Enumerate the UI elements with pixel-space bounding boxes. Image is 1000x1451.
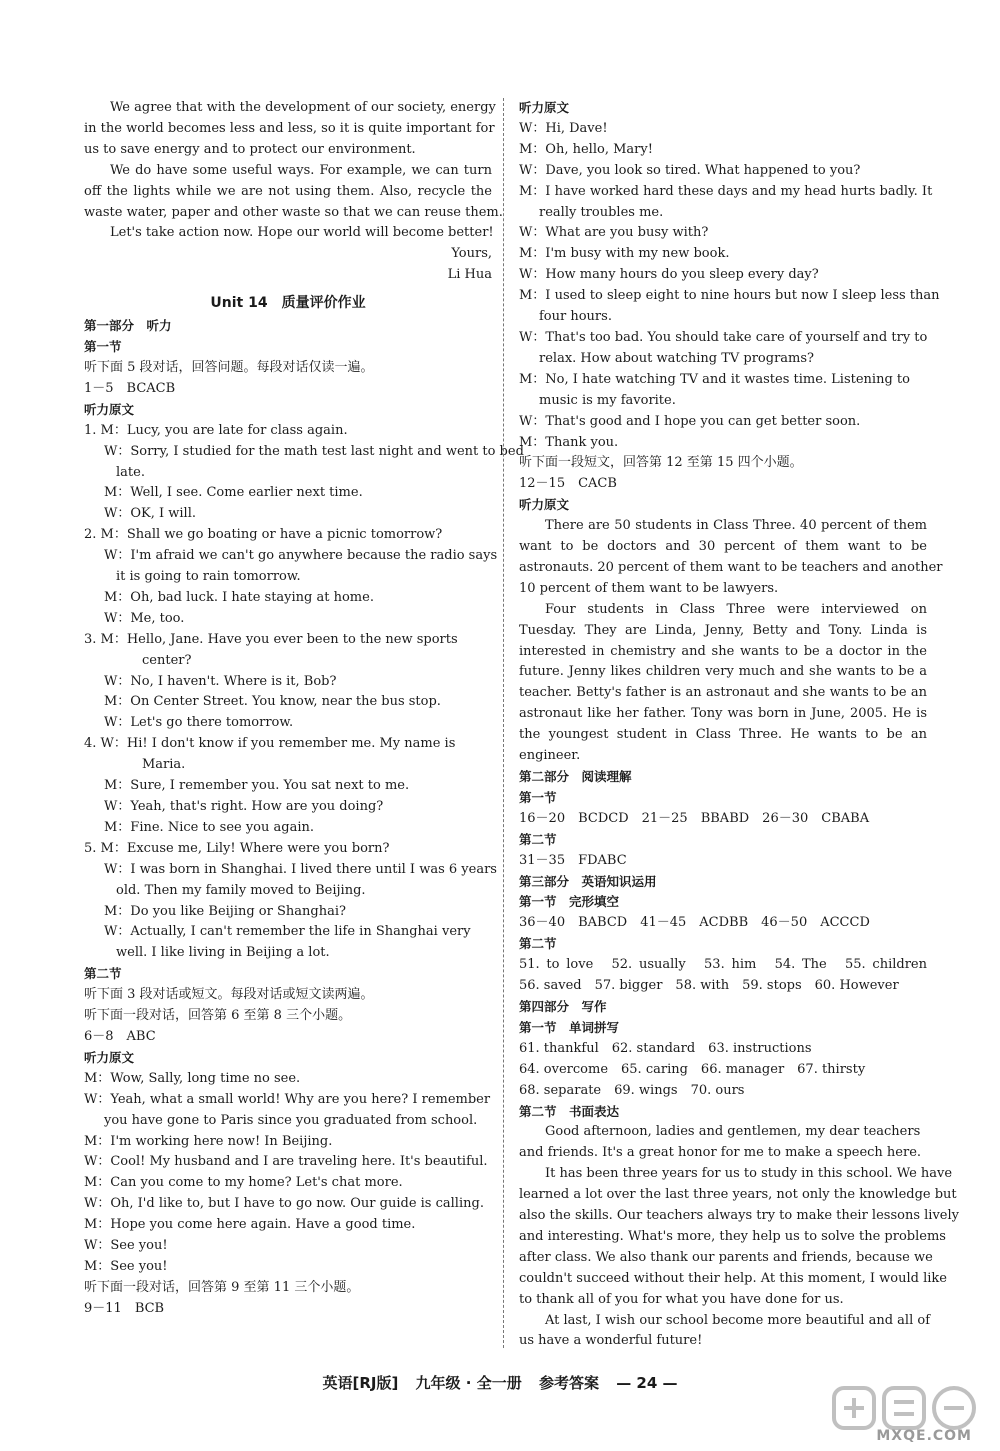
right-text-line: 听力原文: [519, 100, 570, 115]
left-text-line: M：Can you come to my home? Let's chat more.: [84, 1175, 403, 1191]
right-text-line: music is my favorite.: [539, 392, 676, 408]
right-text-line: W：That's too bad. You should take care of yourself and try to: [519, 329, 928, 345]
right-text-line: 第二节: [519, 831, 557, 847]
left-text-line: M：Do you like Beijing or Shanghai?: [104, 903, 346, 919]
left-text-line: 3. M：Hello, Jane. Have you ever been to the new sports: [84, 631, 458, 647]
left-text-line: W：I'm afraid we can't go anywhere because the radio says: [104, 548, 498, 564]
right-text-line: 51. to love 52. usually 53. him 54. The 55. children: [519, 957, 927, 973]
left-text-line: 第一部分 听力: [84, 318, 172, 334]
right-text-line: W：What are you busy with?: [519, 225, 709, 241]
left-text-line: it is going to rain tomorrow.: [116, 569, 301, 585]
right-text-line: W：Dave, you look so tired. What happened to you?: [519, 162, 861, 178]
left-text-line: you have gone to Paris since you graduated from school.: [104, 1112, 478, 1128]
right-text-line: 听力原文: [519, 497, 570, 513]
left-text-line: 第一节: [84, 339, 122, 355]
left-text-line: old. Then my family moved to Beijing.: [116, 882, 366, 898]
right-text-line: 10 percent of them want to be lawyers.: [519, 580, 779, 596]
left-text-line: W：Me, too.: [104, 610, 185, 626]
right-text-line: 64. overcome 65. caring 66. manager 67. thirsty: [519, 1061, 866, 1077]
left-text-line: Unit 14 质量评价作业: [210, 295, 366, 312]
left-text-line: W：Yeah, that's right. How are you doing?: [104, 799, 384, 814]
left-text-line: M：See you!: [84, 1258, 168, 1274]
watermark-url: MXQE.COM: [876, 1428, 972, 1444]
left-text-line: Yours,: [451, 246, 492, 262]
left-text-line: We agree that with the development of our society, energy: [110, 100, 496, 115]
column-divider: [503, 98, 504, 1348]
left-text-line: M：Wow, Sally, long time no see.: [84, 1070, 301, 1086]
left-text-line: 听下面一段对话，回答第 9 至第 11 三个小题。: [84, 1279, 360, 1295]
footer-page-number: — 24 —: [616, 1374, 678, 1392]
left-text-line: M：Sure, I remember you. You sat next to me.: [104, 778, 410, 794]
right-text-line: engineer.: [519, 748, 581, 764]
left-text-line: us to save energy and to protect our environment.: [84, 141, 416, 157]
left-text-line: 听下面 3 段对话或短文。每段对话或短文读两遍。: [84, 987, 374, 1003]
right-column: [519, 98, 959, 1352]
left-text-line: 听力原文: [84, 401, 135, 417]
left-text-line: W：Sorry, I studied for the math test last night and went to bed: [104, 443, 524, 459]
left-text-line: 2. M：Shall we go boating or have a picnic tomorrow?: [84, 527, 443, 543]
left-text-line: M：Hope you come here again. Have a good time.: [84, 1217, 416, 1233]
left-text-line: 6－8 ABC: [84, 1028, 156, 1044]
left-text-line: 9－11 BCB: [84, 1300, 165, 1316]
left-text-line: 听下面 5 段对话，回答问题。每段对话仅读一遍。: [84, 359, 374, 375]
right-text-line: future. Jenny likes children very much and she wants to be a: [519, 664, 927, 680]
right-text-line: Good afternoon, ladies and gentlemen, my dear teachers: [545, 1124, 921, 1140]
right-text-line: 12－15 CACB: [519, 476, 617, 492]
right-text-line: W：That's good and I hope you can get better soon.: [519, 413, 861, 429]
left-text-line: 第二节: [84, 966, 122, 982]
left-text-line: M：Fine. Nice to see you again.: [104, 819, 314, 835]
right-text-line: 16－20 BCDCD 21－25 BBABD 26－30 CBABA: [519, 810, 870, 826]
left-text-line: M：On Center Street. You know, near the bus stop.: [104, 694, 441, 710]
right-text-line: 56. saved 57. bigger 58. with 59. stops 60. However: [519, 978, 899, 994]
right-text-line: astronaut like her father. Tony was born in June, 2005. He is: [519, 706, 927, 722]
right-text-line: 68. separate 69. wings 70. ours: [519, 1082, 745, 1098]
right-text-line: and friends. It's a great honor for me to make a speech here.: [519, 1145, 922, 1161]
right-text-line: 第二部分 阅读理解: [519, 769, 632, 784]
left-text-line: W：See you!: [84, 1238, 168, 1254]
right-text-line: M：No, I hate watching TV and it wastes time. Listening to: [519, 371, 910, 387]
right-text-line: W：How many hours do you sleep every day?: [519, 267, 819, 283]
right-text-line: It has been three years for us to study in this school. We have: [545, 1166, 953, 1182]
right-text-line: after class. We also thank our parents and friends, because we: [519, 1249, 933, 1265]
footer-subject: 英语[RJ版]: [322, 1374, 399, 1392]
footer-section: 参考答案: [538, 1374, 599, 1392]
left-text-line: late.: [116, 464, 145, 480]
right-text-line: want to be doctors and 30 percent of them want to be: [519, 539, 927, 555]
right-text-line: M：I have worked hard these days and my head hurts badly. It: [519, 183, 933, 199]
right-text-line: 第二节: [519, 936, 557, 952]
right-text-line: M：Thank you.: [519, 434, 619, 450]
right-text-line: There are 50 students in Class Three. 40 percent of them: [545, 518, 927, 534]
left-text-line: M：Well, I see. Come earlier next time.: [104, 485, 363, 501]
left-text-line: W：Let's go there tomorrow.: [104, 715, 294, 731]
right-text-line: 第四部分 写作: [519, 998, 607, 1014]
left-text-line: M：I'm working here now! In Beijing.: [84, 1133, 333, 1149]
right-text-line: 36－40 BABCD 41－45 ACDBB 46－50 ACCCD: [519, 915, 870, 931]
left-text-line: Maria.: [142, 757, 186, 773]
left-text-line: well. I like living in Beijing a lot.: [116, 945, 330, 961]
right-text-line: 第三部分 英语知识运用: [519, 873, 657, 889]
left-text-line: Let's take action now. Hope our world will become better!: [110, 225, 494, 241]
left-text-line: 1－5 BCACB: [84, 380, 176, 396]
right-text-line: teacher. Betty's father is an astronaut and she wants to be an: [519, 685, 927, 701]
right-text-line: interested in chemistry and she wants to be a doctor in the: [519, 643, 927, 659]
left-text-line: W：Actually, I can't remember the life in Shanghai very: [104, 924, 471, 940]
right-text-line: At last, I wish our school become more beautiful and all of: [545, 1312, 931, 1328]
right-text-line: 61. thankful 62. standard 63. instructions: [519, 1040, 812, 1056]
right-text-line: 听下面一段短文，回答第 12 至第 15 四个小题。: [519, 455, 803, 471]
left-text-line: Li Hua: [447, 267, 492, 283]
right-text-line: really troubles me.: [539, 204, 664, 220]
right-text-line: and interesting. What's more, they help us to solve the problems: [519, 1228, 946, 1244]
right-text-line: learned a lot over the last three years, not only the knowledge but: [519, 1187, 957, 1203]
left-text-line: M：Oh, bad luck. I hate staying at home.: [104, 589, 374, 605]
right-text-line: M：I used to sleep eight to nine hours but now I sleep less than: [519, 288, 940, 304]
right-text-line: to thank all of you for what you have done for us.: [519, 1291, 844, 1307]
left-text-line: center?: [142, 652, 192, 668]
right-text-line: 31－35 FDABC: [519, 852, 627, 868]
right-text-line: 第一节 单词拼写: [519, 1019, 620, 1035]
left-text-line: off the lights while we are not using them. Also, recycle the: [84, 183, 492, 199]
left-text-line: W：Cool! My husband and I are traveling here. It's beautiful.: [84, 1154, 488, 1170]
right-text-line: the youngest student in Class Three. He wants to be an: [519, 727, 927, 743]
left-text-line: W：Yeah, what a small world! Why are you here? I remember: [84, 1091, 491, 1107]
right-text-line: astronauts. 20 percent of them want to be teachers and another: [519, 559, 943, 575]
right-text-line: relax. How about watching TV programs?: [539, 350, 815, 366]
left-text-line: 1. M：Lucy, you are late for class again.: [84, 422, 348, 438]
right-text-line: us have a wonderful future!: [519, 1333, 703, 1349]
left-text-line: 听力原文: [84, 1049, 135, 1065]
right-text-line: also the skills. Our teachers always try to make their lessons lively: [519, 1208, 959, 1224]
left-column: [84, 98, 524, 1320]
left-text-line: W：OK, I will.: [104, 506, 196, 522]
left-text-line: We do have some useful ways. For example, we can turn: [110, 162, 492, 178]
right-text-line: 第一节: [519, 789, 557, 805]
right-text-line: M：Oh, hello, Mary!: [519, 141, 653, 157]
left-text-line: W：No, I haven't. Where is it, Bob?: [104, 673, 337, 689]
right-text-line: 第二节 书面表达: [519, 1103, 620, 1119]
right-text-line: couldn't succeed without their help. At this moment, I would like: [519, 1270, 947, 1286]
footer-grade: 九年级 · 全一册: [415, 1374, 522, 1392]
right-text-line: 第一节 完形填空: [519, 894, 620, 910]
right-text-line: M：I'm busy with my new book.: [519, 246, 730, 262]
right-text-line: Four students in Class Three were interviewed on: [545, 601, 927, 617]
left-text-line: 听下面一段对话，回答第 6 至第 8 三个小题。: [84, 1008, 352, 1024]
left-text-line: W：Oh, I'd like to, but I have to go now. Our guide is calling.: [84, 1196, 484, 1212]
right-text-line: four hours.: [539, 309, 612, 325]
right-text-line: W：Hi, Dave!: [519, 120, 608, 136]
left-text-line: W：I was born in Shanghai. I lived there until I was 6 years: [104, 861, 497, 877]
left-text-line: waste water, paper and other waste so that we can reuse them.: [84, 204, 503, 220]
left-text-line: 5. M：Excuse me, Lily! Where were you born?: [84, 840, 390, 856]
left-text-line: 4. W：Hi! I don't know if you remember me. My name is: [84, 736, 456, 752]
right-text-line: Tuesday. They are Linda, Jenny, Betty and Tony. Linda is: [519, 622, 927, 638]
left-text-line: in the world becomes less and less, so it is quite important for: [84, 120, 495, 136]
